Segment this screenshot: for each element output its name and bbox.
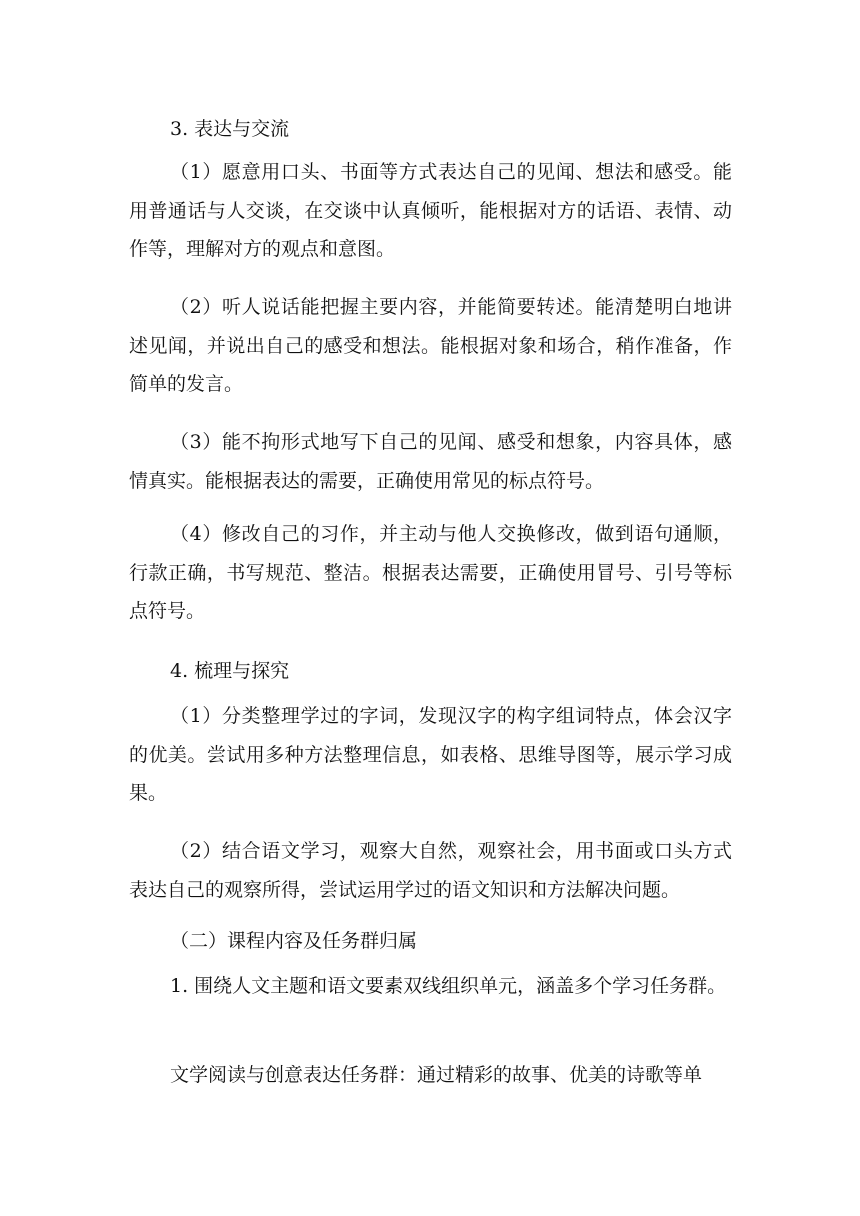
- paragraph-expression-3: （3）能不拘形式地写下自己的见闻、感受和想象，内容具体，感情真实。能根据表达的需要，正确使用常见的标点符号。: [129, 431, 732, 492]
- section-heading-exploration: 4. 梳理与探究: [170, 660, 290, 682]
- paragraph-literary-reading: 文学阅读与创意表达任务群：通过精彩的故事、优美的诗歌等单: [170, 1064, 703, 1086]
- paragraph-exploration-1: （1）分类整理学过的字词，发现汉字的构字组词特点，体会汉字的优美。尝试用多种方法整理信息，如表格、思维导图等，展示学习成果。: [129, 705, 732, 804]
- section-heading-expression: 3. 表达与交流: [170, 118, 290, 140]
- paragraph-course-content-1: 1. 围绕人文主题和语文要素双线组织单元，涵盖多个学习任务群。: [170, 975, 727, 997]
- paragraph-expression-4: （4）修改自己的习作，并主动与他人交换修改，做到语句通顺，行款正确，书写规范、整洁。根据表达需要，正确使用冒号、引号等标点符号。: [129, 523, 732, 622]
- paragraph-expression-2: （2）听人说话能把握主要内容，并能简要转述。能清楚明白地讲述见闻，并说出自己的感受和想法。能根据对象和场合，稍作准备，作简单的发言。: [129, 296, 732, 395]
- paragraph-expression-1: （1）愿意用口头、书面等方式表达自己的见闻、想法和感受。能用普通话与人交谈，在交谈中认真倾听，能根据对方的话语、表情、动作等，理解对方的观点和意图。: [129, 161, 732, 260]
- paragraph-exploration-2: （2）结合语文学习，观察大自然，观察社会，用书面或口头方式表达自己的观察所得，尝试运用学过的语文知识和方法解决问题。: [129, 840, 732, 901]
- section-heading-course-content: （二）课程内容及任务群归属: [170, 930, 418, 952]
